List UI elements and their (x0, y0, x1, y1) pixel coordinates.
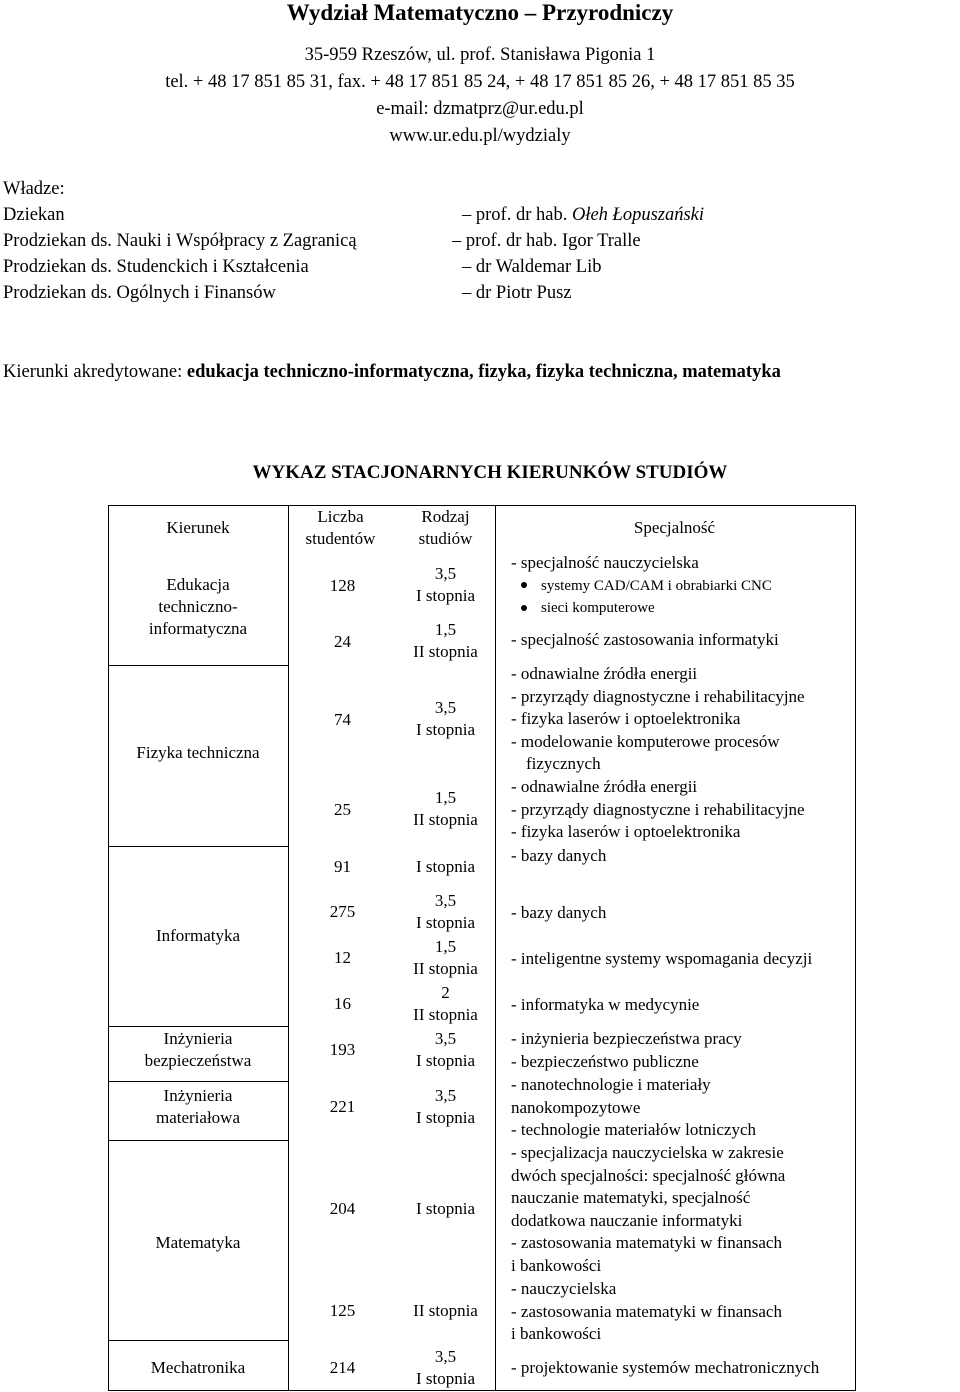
count: 204 (329, 1199, 356, 1218)
phone-fax: tel. + 48 17 851 85 31, fax. + 48 17 851 85 24, + 48 17 851 85 26, + 48 17 851 85 35 (165, 72, 795, 92)
email: e-mail: dzmatprz@ur.edu.pl (376, 99, 584, 119)
table-divider (288, 505, 289, 1390)
study-type: 3,5 I stopnia (415, 1086, 476, 1127)
study-type: 1,5 II stopnia (413, 788, 478, 829)
study-type: I stopnia (415, 1199, 476, 1218)
bullet-icon (521, 605, 527, 611)
row-divider (108, 846, 288, 847)
header-liczba: Liczba studentów (305, 507, 376, 548)
count: 221 (329, 1097, 356, 1116)
spec-block: - informatyka w medycynie (511, 995, 700, 1014)
kierunek-mechatronika: Mechatronika (150, 1358, 246, 1377)
accredited-programs: Kierunki akredytowane: edukacja techniczno-informatyczna, fizyka, fizyka techniczna, matematyka (3, 362, 781, 382)
count: 25 (334, 800, 351, 819)
role-dean: Dziekan (3, 205, 65, 225)
count: 91 (334, 857, 351, 876)
authorities-heading: Władze: (3, 179, 65, 199)
person-vice-dean-science: – prof. dr hab. Igor Tralle (452, 231, 641, 251)
count: 24 (334, 632, 351, 651)
count: 193 (329, 1040, 356, 1059)
kierunek-edukacja: Edukacja techniczno- informatyczna (148, 575, 248, 638)
row-divider (108, 1026, 288, 1027)
kierunek-fizyka: Fizyka techniczna (136, 743, 260, 762)
kierunek-inz-bezp: Inżynieria bezpieczeństwa (144, 1029, 252, 1070)
role-vice-dean-finance: Prodziekan ds. Ogólnych i Finansów (3, 283, 276, 303)
count: 74 (334, 710, 351, 729)
spec-block: - nauczycielska - zastosowania matematyki w finansach i bankowości (511, 1279, 782, 1343)
kierunek-matematyka: Matematyka (155, 1233, 241, 1252)
row-divider (108, 1340, 288, 1341)
page-title: Wydział Matematyczno – Przyrodniczy (286, 0, 674, 25)
header-kierunek: Kierunek (166, 518, 230, 537)
person-dean: – prof. dr hab. Ołeh Łopuszański (462, 205, 705, 225)
count: 214 (329, 1358, 356, 1377)
spec-block: - specjalność nauczycielska systemy CAD/CAM i obrabiarki CNC sieci komputerowe (511, 553, 772, 616)
study-type: I stopnia (415, 857, 476, 876)
spec-block: - nanotechnologie i materiały nanokompozytowe - technologie materiałów lotniczych (511, 1075, 756, 1139)
header-rodzaj: Rodzaj studiów (418, 507, 473, 548)
count: 16 (334, 994, 351, 1013)
spec-block: - odnawialne źródła energii - przyrządy diagnostyczne i rehabilitacyjne - fizyka laserów i optoelektronika (511, 777, 805, 841)
table-caption: WYKAZ STACJONARNYCH KIERUNKÓW STUDIÓW (252, 462, 728, 483)
spec-block: - specjalność zastosowania informatyki (511, 630, 779, 649)
count: 128 (329, 576, 356, 595)
role-vice-dean-students: Prodziekan ds. Studenckich i Kształcenia (3, 257, 309, 277)
spec-block: - inteligentne systemy wspomagania decyzji (511, 949, 813, 968)
kierunek-informatyka: Informatyka (155, 926, 241, 945)
spec-block: - odnawialne źródła energii - przyrządy diagnostyczne i rehabilitacyjne - fizyka laserów i optoelektronika - modelowanie komputerowe procesów fizycznych (511, 664, 805, 773)
bullet-icon (521, 582, 527, 588)
role-vice-dean-science: Prodziekan ds. Nauki i Współpracy z Zagranicą (3, 231, 357, 251)
person-vice-dean-finance: – dr Piotr Pusz (462, 283, 572, 303)
person-vice-dean-students: – dr Waldemar Lib (462, 257, 602, 277)
kierunek-inz-mat: Inżynieria materiałowa (155, 1086, 240, 1127)
row-divider (108, 1081, 288, 1082)
spec-block: - bazy danych (511, 846, 607, 865)
count: 275 (329, 902, 356, 921)
address: 35-959 Rzeszów, ul. prof. Stanisława Pigonia 1 (304, 45, 656, 65)
study-type: II stopnia (413, 1301, 478, 1320)
row-divider (108, 1140, 288, 1141)
spec-block: - projektowanie systemów mechatronicznych (511, 1358, 820, 1377)
faculty-title (0, 0, 960, 26)
study-type: 1,5 II stopnia (413, 620, 478, 661)
count: 12 (334, 948, 351, 967)
count: 125 (329, 1301, 356, 1320)
study-type: 3,5 I stopnia (415, 564, 476, 605)
row-divider (108, 665, 288, 666)
study-type: 3,5 I stopnia (415, 698, 476, 739)
spec-block: - bazy danych (511, 903, 607, 922)
website: www.ur.edu.pl/wydzialy (389, 126, 571, 146)
spec-block: - specjalizacja nauczycielska w zakresie dwóch specjalności: specjalność główna nauczanie matematyki, specjalność dodatkowa nauczanie informatyki - zastosowania matematyki w finansach i bankowości (511, 1143, 786, 1275)
study-type: 3,5 I stopnia (415, 1347, 476, 1388)
study-type: 1,5 II stopnia (413, 937, 478, 978)
header-specjalnosc: Specjalność (633, 518, 716, 537)
study-type: 3,5 I stopnia (415, 1029, 476, 1070)
study-type: 2 II stopnia (413, 983, 478, 1024)
spec-block: - inżynieria bezpieczeństwa pracy - bezpieczeństwo publiczne (511, 1029, 742, 1071)
study-type: 3,5 I stopnia (415, 891, 476, 932)
